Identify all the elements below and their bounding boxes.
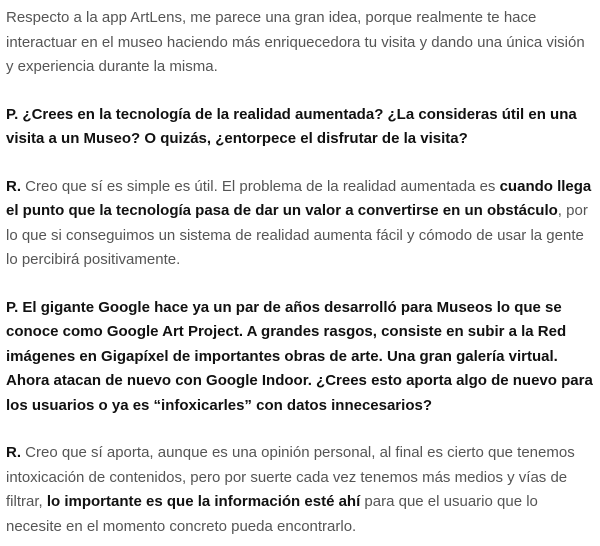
question-text: P. ¿Crees en la tecnología de la realidad aumentada? ¿La consideras útil en una visita a un Museo? O quizás, ¿entorpece el disfrutar de la visita? xyxy=(6,105,577,147)
answer-augmented-reality xyxy=(6,175,594,273)
question-augmented-reality xyxy=(6,103,594,152)
answer-marker: R. xyxy=(6,177,21,195)
answer-text: Creo que sí aporta, aunque es una opinión personal, al final es cierto que tenemos intoxicación de contenidos, pero por suerte cada vez tenemos más medios y vías de filtrar, xyxy=(6,444,575,510)
paragraph-intro xyxy=(6,6,594,80)
answer-marker: R. xyxy=(6,444,21,461)
question-google-art-project xyxy=(6,296,594,419)
intro-text: Respecto a la app ArtLens, me parece una gran idea, porque realmente te hace interactuar en el museo haciendo más enriquecedora tu visita y dando una única visión y experiencia durante la misma. xyxy=(6,9,585,75)
answer-google-art-project xyxy=(6,441,594,539)
answer-highlight: cuando llega el punto que la tecnología pasa de dar un valor a convertirse en un obstáculo xyxy=(6,177,592,219)
answer-highlight: lo importante es que la información esté ahí xyxy=(46,493,361,510)
answer-text: Creo que sí es simple es útil. El problema de la realidad aumentada es xyxy=(21,177,500,195)
answer-text: para que el usuario que lo necesite en el momento concreto pueda encontrarlo. xyxy=(6,493,538,535)
answer-text: , por lo que si conseguimos un sistema de realidad aumenta fácil y cómodo de usar la gente lo percibirá positivamente. xyxy=(6,202,588,268)
question-text: P. El gigante Google hace ya un par de años desarrolló para Museos lo que se conoce como Google Art Project. A grandes rasgos, consiste en subir a la Red imágenes en Gigapíxel de importantes obras de arte. Una gran galería virtual. Ahora atacan de nuevo con Google Indoor. ¿Crees esto aporta algo de nuevo para los usuarios o ya es “infoxicarles” con datos innecesarios? xyxy=(6,298,593,414)
